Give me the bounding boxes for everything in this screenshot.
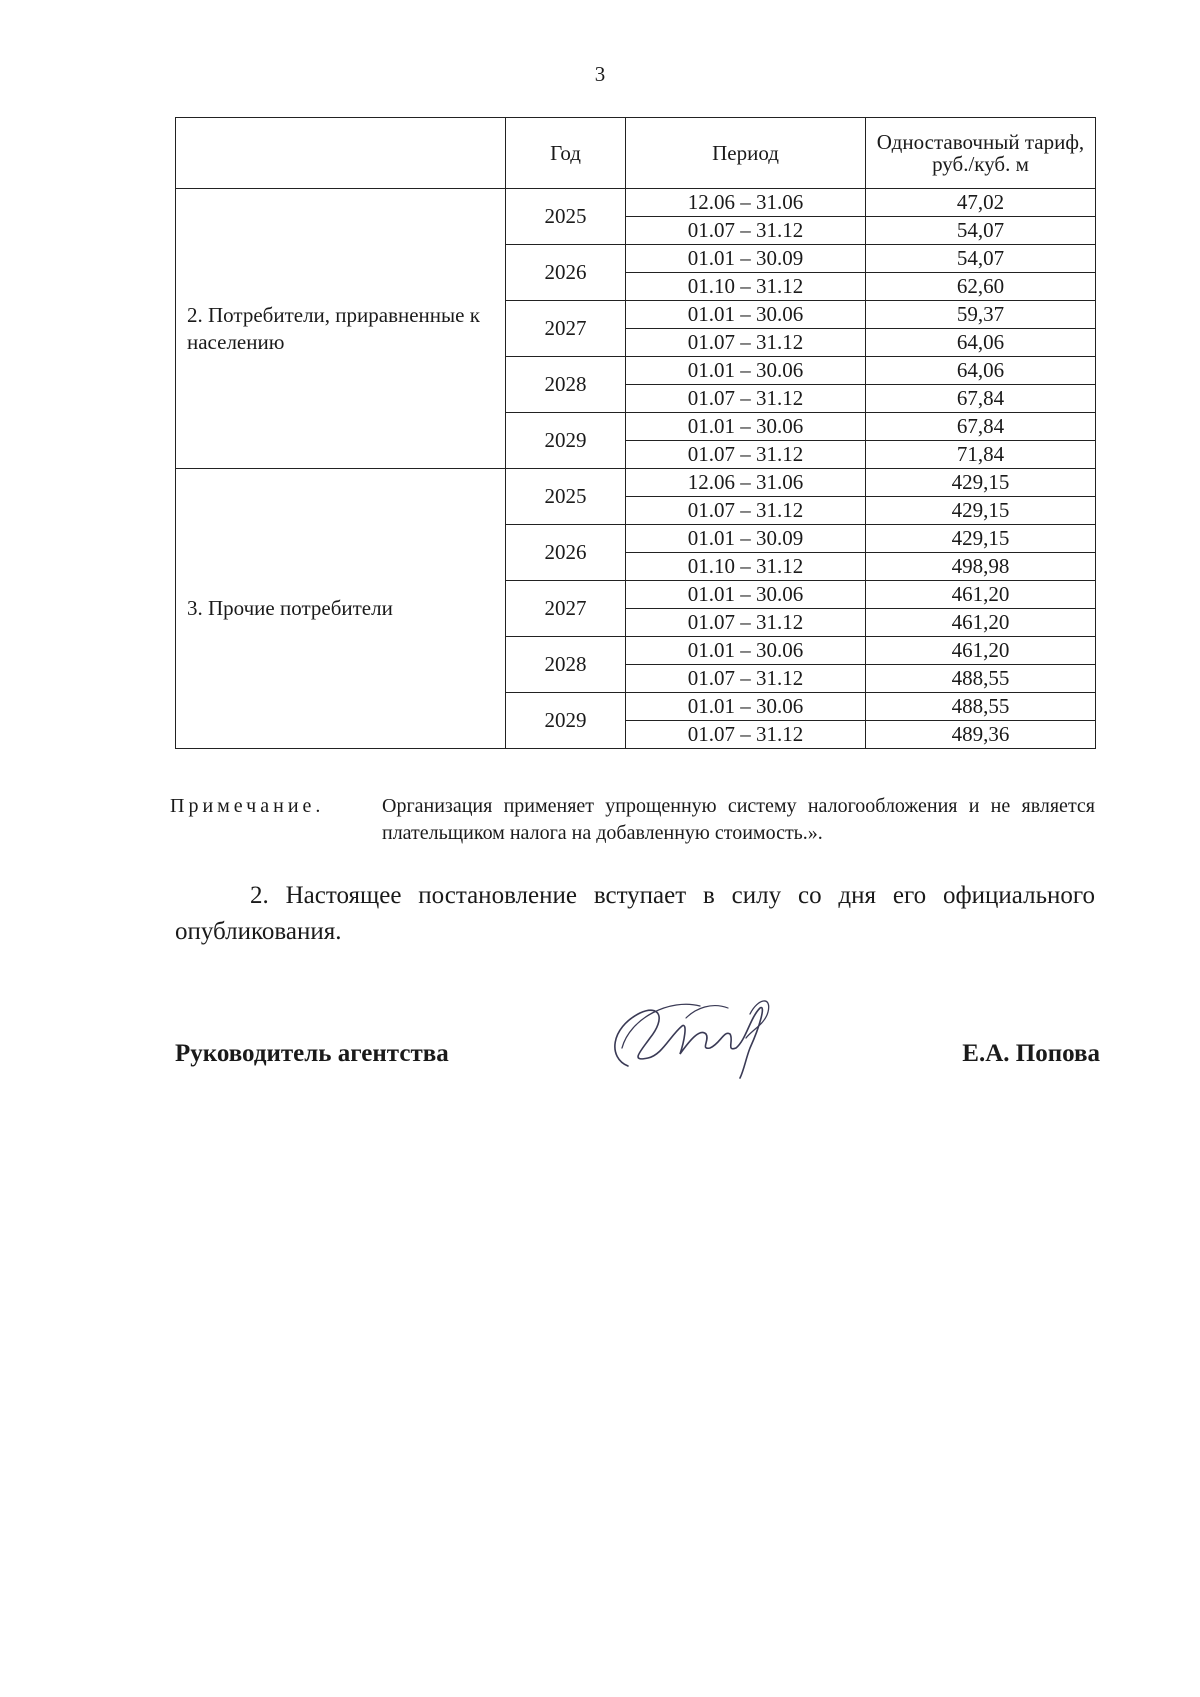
tariff-cell: 498,98: [866, 553, 1096, 581]
year-cell: 2029: [506, 693, 626, 749]
header-period: Период: [626, 118, 866, 189]
year-cell: 2027: [506, 581, 626, 637]
tariff-cell: 54,07: [866, 217, 1096, 245]
tariff-cell: 488,55: [866, 665, 1096, 693]
period-cell: 01.01 – 30.06: [626, 413, 866, 441]
year-cell: 2029: [506, 413, 626, 469]
tariff-cell: 429,15: [866, 469, 1096, 497]
period-cell: 01.10 – 31.12: [626, 553, 866, 581]
clause-effective-date: 2. Настоящее постановление вступает в силу со дня его официального опубликования.: [175, 882, 1095, 945]
period-cell: 01.01 – 30.09: [626, 525, 866, 553]
consumer-group-label: 2. Потребители, приравненные к населению: [176, 189, 506, 469]
tariff-table: [175, 117, 1096, 749]
table-header-row: [176, 118, 1096, 189]
year-cell: 2026: [506, 525, 626, 581]
period-cell: 12.06 – 31.06: [626, 189, 866, 217]
period-cell: 01.10 – 31.12: [626, 273, 866, 301]
header-year: Год: [506, 118, 626, 189]
year-cell: 2026: [506, 245, 626, 301]
tariff-cell: 71,84: [866, 441, 1096, 469]
period-cell: 01.07 – 31.12: [626, 665, 866, 693]
period-cell: 01.07 – 31.12: [626, 721, 866, 749]
period-cell: 01.07 – 31.12: [626, 385, 866, 413]
tariff-cell: 54,07: [866, 245, 1096, 273]
period-cell: 01.07 – 31.12: [626, 609, 866, 637]
header-category: [176, 118, 506, 189]
period-cell: 01.01 – 30.06: [626, 693, 866, 721]
header-tariff: Одноставочный тариф, руб./куб. м: [866, 118, 1096, 189]
period-cell: 01.01 – 30.06: [626, 581, 866, 609]
period-cell: 01.01 – 30.06: [626, 301, 866, 329]
period-cell: 01.07 – 31.12: [626, 329, 866, 357]
year-cell: 2027: [506, 301, 626, 357]
signer-name: Е.А. Попова: [962, 1040, 1100, 1067]
period-cell: 01.01 – 30.06: [626, 637, 866, 665]
note-label: Примечание.: [170, 795, 325, 817]
tariff-cell: 461,20: [866, 581, 1096, 609]
tariff-cell: 64,06: [866, 357, 1096, 385]
period-cell: 01.07 – 31.12: [626, 441, 866, 469]
tariff-cell: 67,84: [866, 413, 1096, 441]
signature-image: [600, 978, 780, 1088]
note: [170, 793, 1095, 847]
tariff-cell: 461,20: [866, 609, 1096, 637]
tariff-cell: 67,84: [866, 385, 1096, 413]
note-text: Организация применяет упрощенную систему налогообложения и не является плательщиком налога на добавленную стоимость.».: [382, 795, 1095, 844]
tariff-cell: 62,60: [866, 273, 1096, 301]
signer-title: Руководитель агентства: [175, 1040, 449, 1067]
page-number: 3: [594, 62, 606, 86]
table-row: [176, 189, 1096, 217]
period-cell: 12.06 – 31.06: [626, 469, 866, 497]
year-cell: 2028: [506, 357, 626, 413]
year-cell: 2028: [506, 637, 626, 693]
year-cell: 2025: [506, 469, 626, 525]
tariff-cell: 429,15: [866, 497, 1096, 525]
period-cell: 01.01 – 30.06: [626, 357, 866, 385]
tariff-cell: 461,20: [866, 637, 1096, 665]
tariff-cell: 64,06: [866, 329, 1096, 357]
tariff-cell: 59,37: [866, 301, 1096, 329]
tariff-cell: 488,55: [866, 693, 1096, 721]
tariff-cell: 489,36: [866, 721, 1096, 749]
table-row: [176, 469, 1096, 497]
tariff-cell: 47,02: [866, 189, 1096, 217]
year-cell: 2025: [506, 189, 626, 245]
consumer-group-label: 3. Прочие потребители: [176, 469, 506, 749]
period-cell: 01.01 – 30.09: [626, 245, 866, 273]
period-cell: 01.07 – 31.12: [626, 497, 866, 525]
tariff-cell: 429,15: [866, 525, 1096, 553]
period-cell: 01.07 – 31.12: [626, 217, 866, 245]
table-body: [176, 189, 1096, 749]
